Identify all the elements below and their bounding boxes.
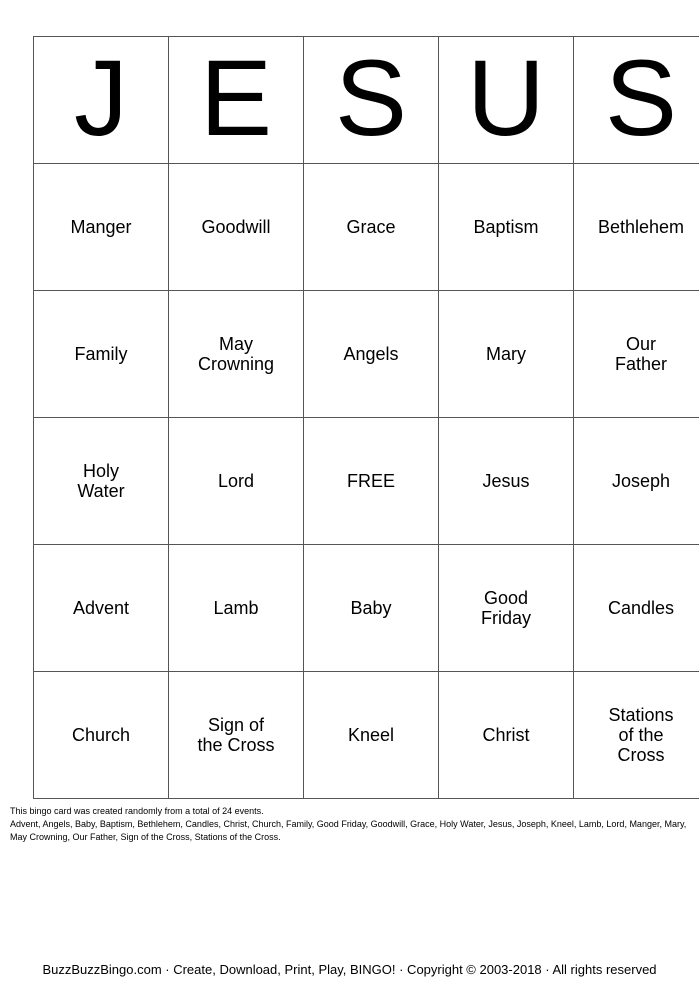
card-info-summary: This bingo card was created randomly from a total of 24 events. [10,806,264,816]
bingo-cell: Baby [304,545,439,672]
bingo-cell: Goodwill [169,164,304,291]
page-footer: BuzzBuzzBingo.com · Create, Download, Print, Play, BINGO! · Copyright © 2003-2018 · All rights reserved [42,962,657,977]
header-letter: S [334,37,408,158]
bingo-cell: Lamb [169,545,304,672]
bingo-cell: Stations of the Cross [574,672,699,799]
header-letter: S [604,37,678,158]
bingo-cell: Advent [34,545,169,672]
bingo-cell: Family [34,291,169,418]
header-letter-cell [574,37,699,164]
bingo-row [34,164,699,291]
bingo-cell: Bethlehem [574,164,699,291]
header-letter: U [467,37,545,158]
bingo-cell: Good Friday [439,545,574,672]
bingo-cell: May Crowning [169,291,304,418]
bingo-cell: Lord [169,418,304,545]
bingo-card [33,36,699,799]
bingo-row [34,672,699,799]
header-letter-cell [169,37,304,164]
bingo-cell: Baptism [439,164,574,291]
free-space-cell: FREE [304,418,439,545]
bingo-cell: Jesus [439,418,574,545]
bingo-row [34,418,699,545]
card-info-event-list: Advent, Angels, Baby, Baptism, Bethlehem, Candles, Christ, Church, Family, Good Friday, Goodwill, Grace, Holy Water, Jesus, Joseph, Kneel, Lamb, Lord, Manger, Mary, May Crowning, Our Father, Sign of the Cross, Stations of the Cross. [10,819,687,842]
header-letter: E [199,37,273,158]
bingo-cell: Church [34,672,169,799]
bingo-cell: Joseph [574,418,699,545]
card-info-note [10,805,690,844]
bingo-cell: Candles [574,545,699,672]
header-letter-cell [34,37,169,164]
bingo-cell: Mary [439,291,574,418]
header-letter-cell [304,37,439,164]
bingo-row [34,545,699,672]
bingo-cell: Kneel [304,672,439,799]
bingo-cell: Grace [304,164,439,291]
bingo-cell: Sign of the Cross [169,672,304,799]
bingo-cell: Manger [34,164,169,291]
bingo-cell: Christ [439,672,574,799]
header-letter: J [74,37,128,158]
header-letter-cell [439,37,574,164]
bingo-row [34,291,699,418]
bingo-cell: Holy Water [34,418,169,545]
bingo-cell: Angels [304,291,439,418]
bingo-header-row [34,37,699,164]
bingo-cell: Our Father [574,291,699,418]
